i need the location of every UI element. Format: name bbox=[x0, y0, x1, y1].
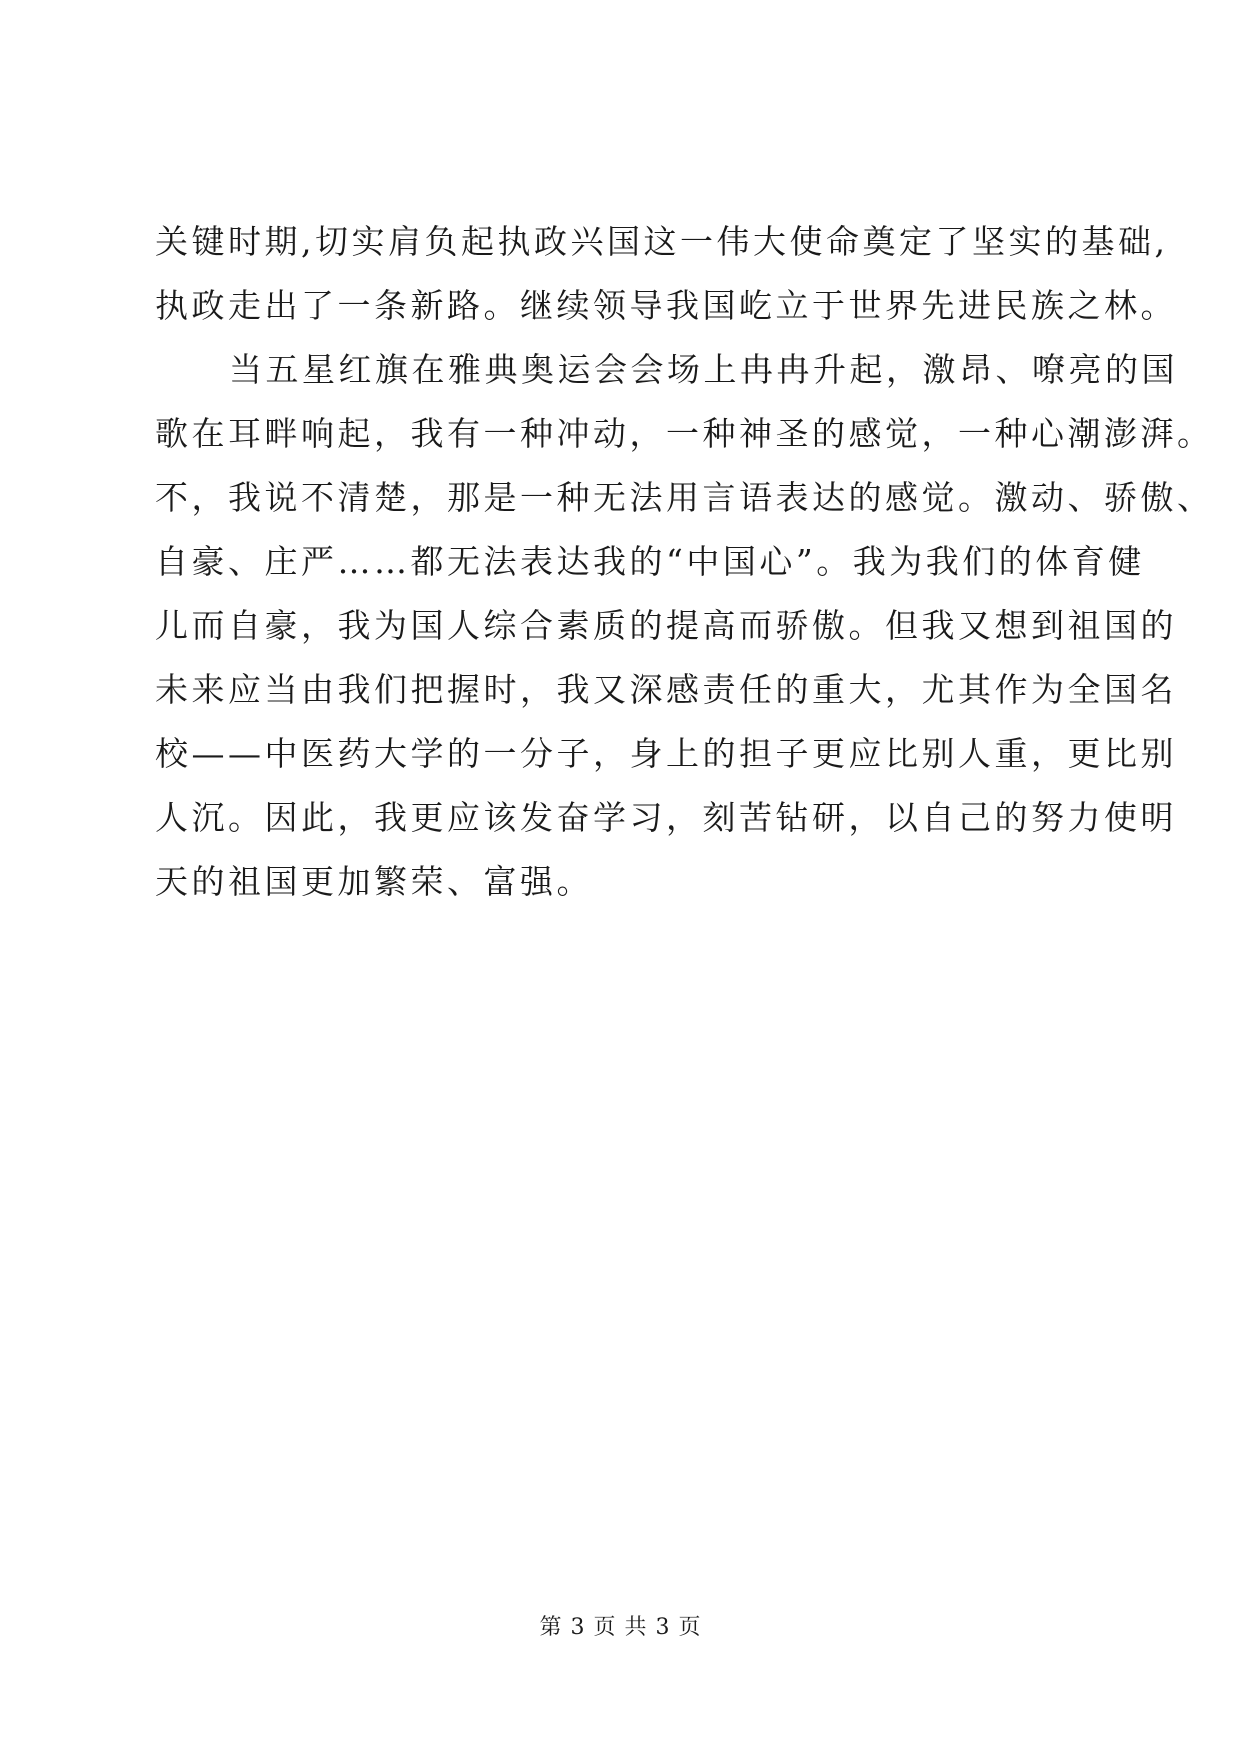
text-line: 执政走出了一条新路。继续领导我国屹立于世界先进民族之林。 bbox=[155, 286, 1177, 325]
text-line: 天的祖国更加繁荣、富强。 bbox=[155, 862, 593, 901]
body-text bbox=[155, 210, 1214, 914]
page-number-footer: 第 3 页 共 3 页 bbox=[539, 1615, 702, 1640]
paragraph-start-line: 当五星红旗在雅典奥运会会场上冉冉升起，激昂、嘹亮的国 bbox=[229, 350, 1178, 389]
text-line: 自豪、庄严……都无法表达我的“中国心”。我为我们的体育健 bbox=[155, 542, 1145, 581]
text-line: 人沉。因此，我更应该发奋学习，刻苦钻研，以自己的努力使明 bbox=[155, 798, 1177, 837]
text-line: 歌在耳畔响起，我有一种冲动，一种神圣的感觉，一种心潮澎湃。 bbox=[155, 414, 1214, 453]
text-line: 儿而自豪，我为国人综合素质的提高而骄傲。但我又想到祖国的 bbox=[155, 606, 1177, 645]
text-line: 校——中医药大学的一分子，身上的担子更应比别人重，更比别 bbox=[155, 734, 1177, 773]
text-line: 未来应当由我们把握时，我又深感责任的重大，尤其作为全国名 bbox=[155, 670, 1177, 709]
text-line: 关键时期,切实肩负起执政兴国这一伟大使命奠定了坚实的基础, bbox=[155, 222, 1169, 261]
text-line: 不，我说不清楚，那是一种无法用言语表达的感觉。激动、骄傲、 bbox=[155, 478, 1214, 517]
